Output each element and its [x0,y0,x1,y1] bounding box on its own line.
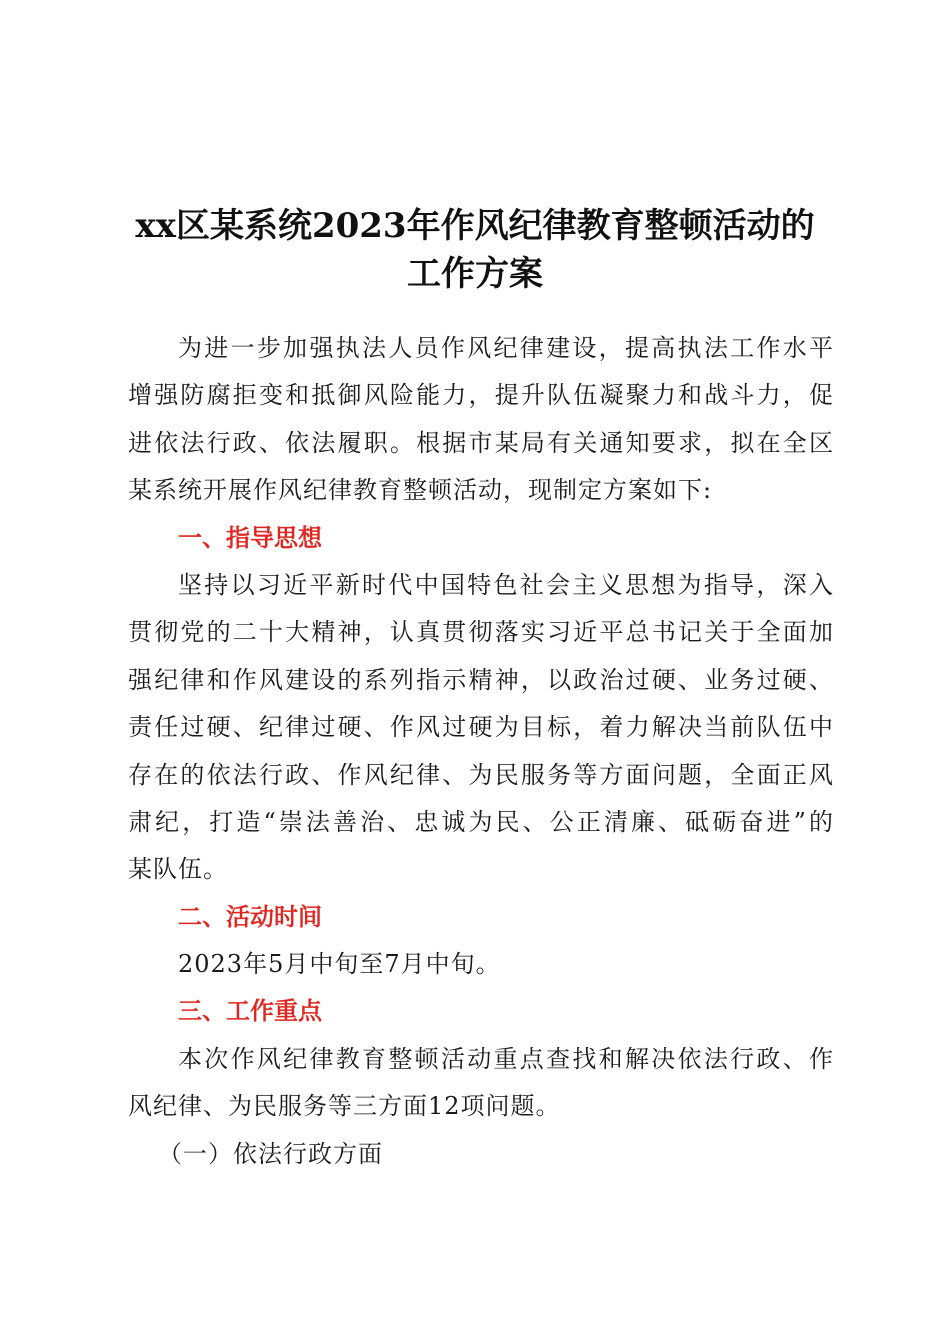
intro-line: 某系统开展作风纪律教育整顿活动，现制定方案如下: [128,476,713,505]
section1-line: 存在的依法行政、作风纪律、为民服务等方面问题，全面正风 [128,760,833,789]
intro-line: 为进一步加强执法人员作风纪律建设，提高执法工作水平 [178,334,833,362]
intro-line: 增强防腐拒变和抵御风险能力，提升队伍凝聚力和战斗力，促 [128,381,833,410]
section1-line: 贯彻党的二十大精神，认真贯彻落实习近平总书记关于全面加 [128,618,833,647]
section2-line: 2023年5月中旬至7月中旬。 [178,950,501,979]
section1-line: 坚持以习近平新时代中国特色社会主义思想为指导，深入 [178,570,833,599]
section-heading-work-focus: 三、工作重点 [178,997,322,1026]
section1-line: 某队伍。 [128,855,228,884]
section1-line: 肃纪，打造“崇法善治、忠诚为民、公正清廉、砥砺奋进”的 [128,807,833,836]
document-title-line-1: xx区某系统2023年作风纪律教育整顿活动的 [135,206,815,246]
section1-line: 强纪律和作风建设的系列指示精神，以政治过硬、业务过硬、 [128,665,833,694]
sub-heading-administration-by-law: （一）依法行政方面 [158,1139,383,1168]
document-body [128,325,833,1178]
section-heading-guiding-ideology: 一、指导思想 [178,523,322,552]
section3-line: 本次作风纪律教育整顿活动重点查找和解决依法行政、作 [178,1044,833,1073]
document-title-line-2: 工作方案 [407,254,543,294]
intro-line: 进依法行政、依法履职。根据市某局有关通知要求，拟在全区 [128,428,833,457]
section-heading-activity-time: 二、活动时间 [178,902,322,931]
section1-line: 责任过硬、纪律过硬、作风过硬为目标，着力解决当前队伍中 [128,713,833,742]
section3-line: 风纪律、为民服务等三方面12项问题。 [128,1092,561,1121]
